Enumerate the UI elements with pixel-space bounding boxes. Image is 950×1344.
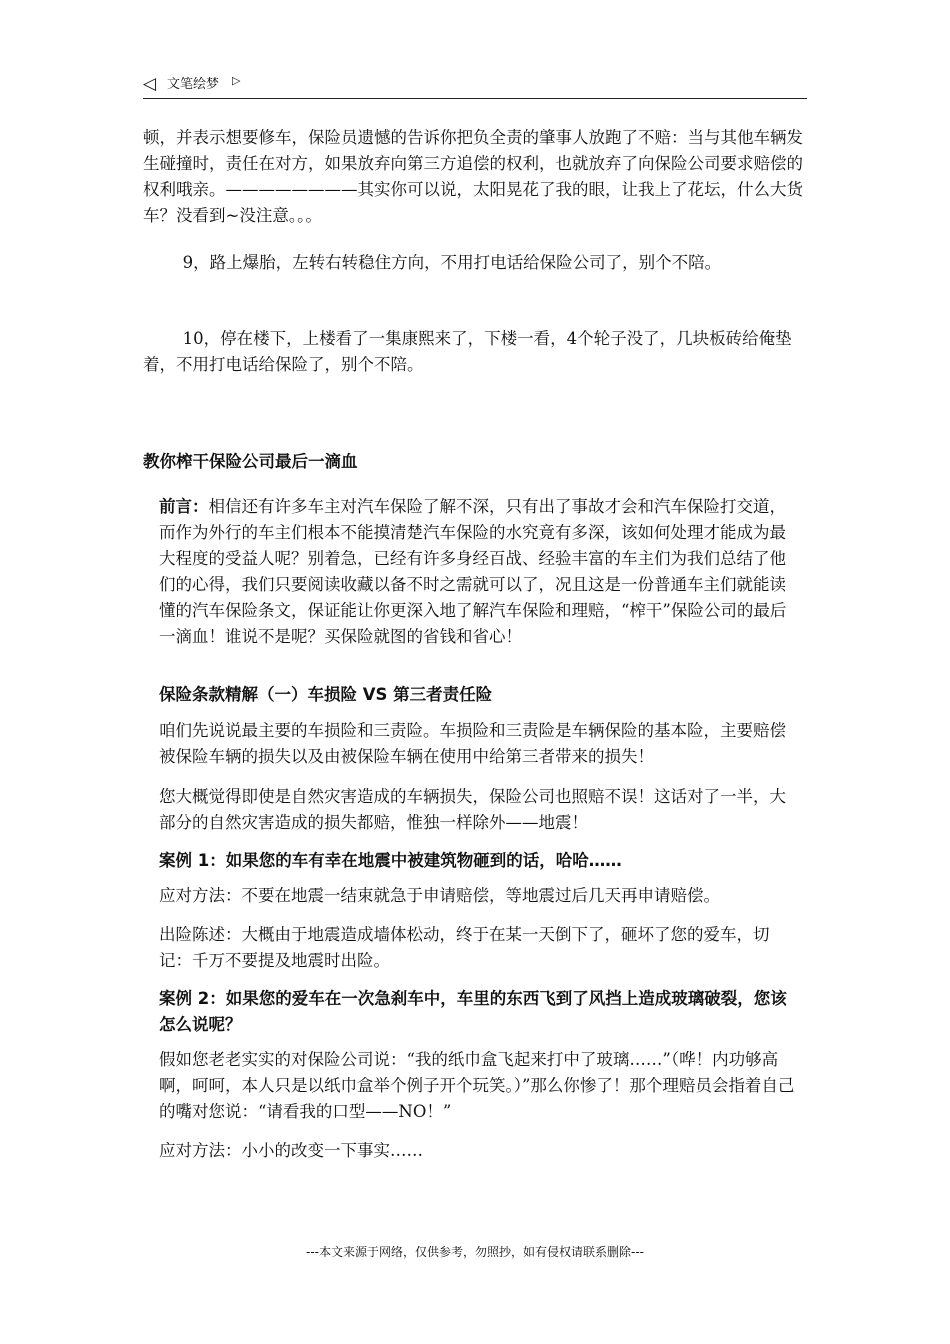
- preface-label: 前言：: [159, 497, 209, 516]
- case-2-method: 应对方法：小小的改变一下事实……: [159, 1141, 423, 1160]
- case-2-paragraph: 假如您老老实实的对保险公司说：“我的纸巾盒飞起来打中了玻璃……”（哗！内功够高啊，呵呵，本人只是以纸巾盒举个例子开个玩笑。）”那么你惨了！那个理赔员会指着自己的嘴对您说：“请看我的口型——NO！”: [159, 1050, 795, 1121]
- paragraph-9: 9，路上爆胎，左转右转稳住方向，不用打电话给保险公司了，别个不陪。: [182, 253, 722, 272]
- paragraph-10: 10，停在楼下，上楼看了一集康熙来了，下楼一看，4个轮子没了，几块板砖给俺垫着，不用打电话给保险了，别个不陪。: [143, 329, 792, 374]
- case-1-statement: 出险陈述：大概由于地震造成墙体松动，终于在某一天倒下了，砸坏了您的爱车，切记：千万不要提及地震时出险。: [159, 925, 770, 970]
- preface-paragraph: [159, 494, 799, 650]
- header-title: 文笔绘梦: [167, 77, 220, 92]
- section-1-heading: 保险条款精解（一）车损险 VS 第三者责任险: [159, 685, 493, 704]
- page-header: [143, 72, 807, 99]
- case-2-heading: 案例 2：如果您的爱车在一次急刹车中，车里的东西飞到了风挡上造成玻璃破裂，您该怎么说呢？: [159, 989, 787, 1034]
- case-1-method: 应对方法：不要在地震一结束就急于申请赔偿，等地震过后几天再申请赔偿。: [159, 886, 720, 905]
- preface-text: 相信还有许多车主对汽车保险了解不深，只有出了事故才会和汽车保险打交道，而作为外行的车主们根本不能摸清楚汽车保险的水究竟有多深，该如何处理才能成为最大程度的受益人呢？别着急，已经有许多身经百战、经验丰富的车主们为我们总结了他们的心得，我们只要阅读收藏以备不时之需就可以了，况且这是一份普通车主们就能读懂的汽车保险条文，保证能让你更深入地了解汽车保险和理赔，“榨干”保险公司的最后一滴血！谁说不是呢？买保险就图的省钱和省心！: [159, 497, 787, 646]
- triangle-right-icon: ▷: [232, 74, 241, 87]
- page-footer: ---本文来源于网络，仅供参考，勿照抄，如有侵权请联系删除---: [306, 1245, 644, 1259]
- paragraph-8-continued: 顿，并表示想要修车，保险员遗憾的告诉你把负全责的肇事人放跑了不赔：当与其他车辆发生碰撞时，责任在对方，如果放弃向第三方追偿的权利，也就放弃了向保险公司要求赔偿的权利哦亲。————————其实你可以说，太阳晃花了我的眼，让我上了花坛，什么大货车？没看到~没注意。。。: [143, 128, 803, 225]
- case-1-heading: 案例 1：如果您的车有幸在地震中被建筑物砸到的话，哈哈……: [159, 851, 622, 870]
- section-1-paragraph-1: 咱们先说说最主要的车损险和三责险。车损险和三责险是车辆保险的基本险，主要赔偿被保险车辆的损失以及由被保险车辆在使用中给第三者带来的损失！: [159, 721, 786, 766]
- section-1-paragraph-2: 您大概觉得即使是自然灾害造成的车辆损失，保险公司也照赔不误！这话对了一半，大部分的自然灾害造成的损失都赔，惟独一样除外——地震！: [159, 787, 786, 832]
- article-title: 教你榨干保险公司最后一滴血: [143, 452, 358, 471]
- triangle-left-icon: ◁: [143, 74, 157, 94]
